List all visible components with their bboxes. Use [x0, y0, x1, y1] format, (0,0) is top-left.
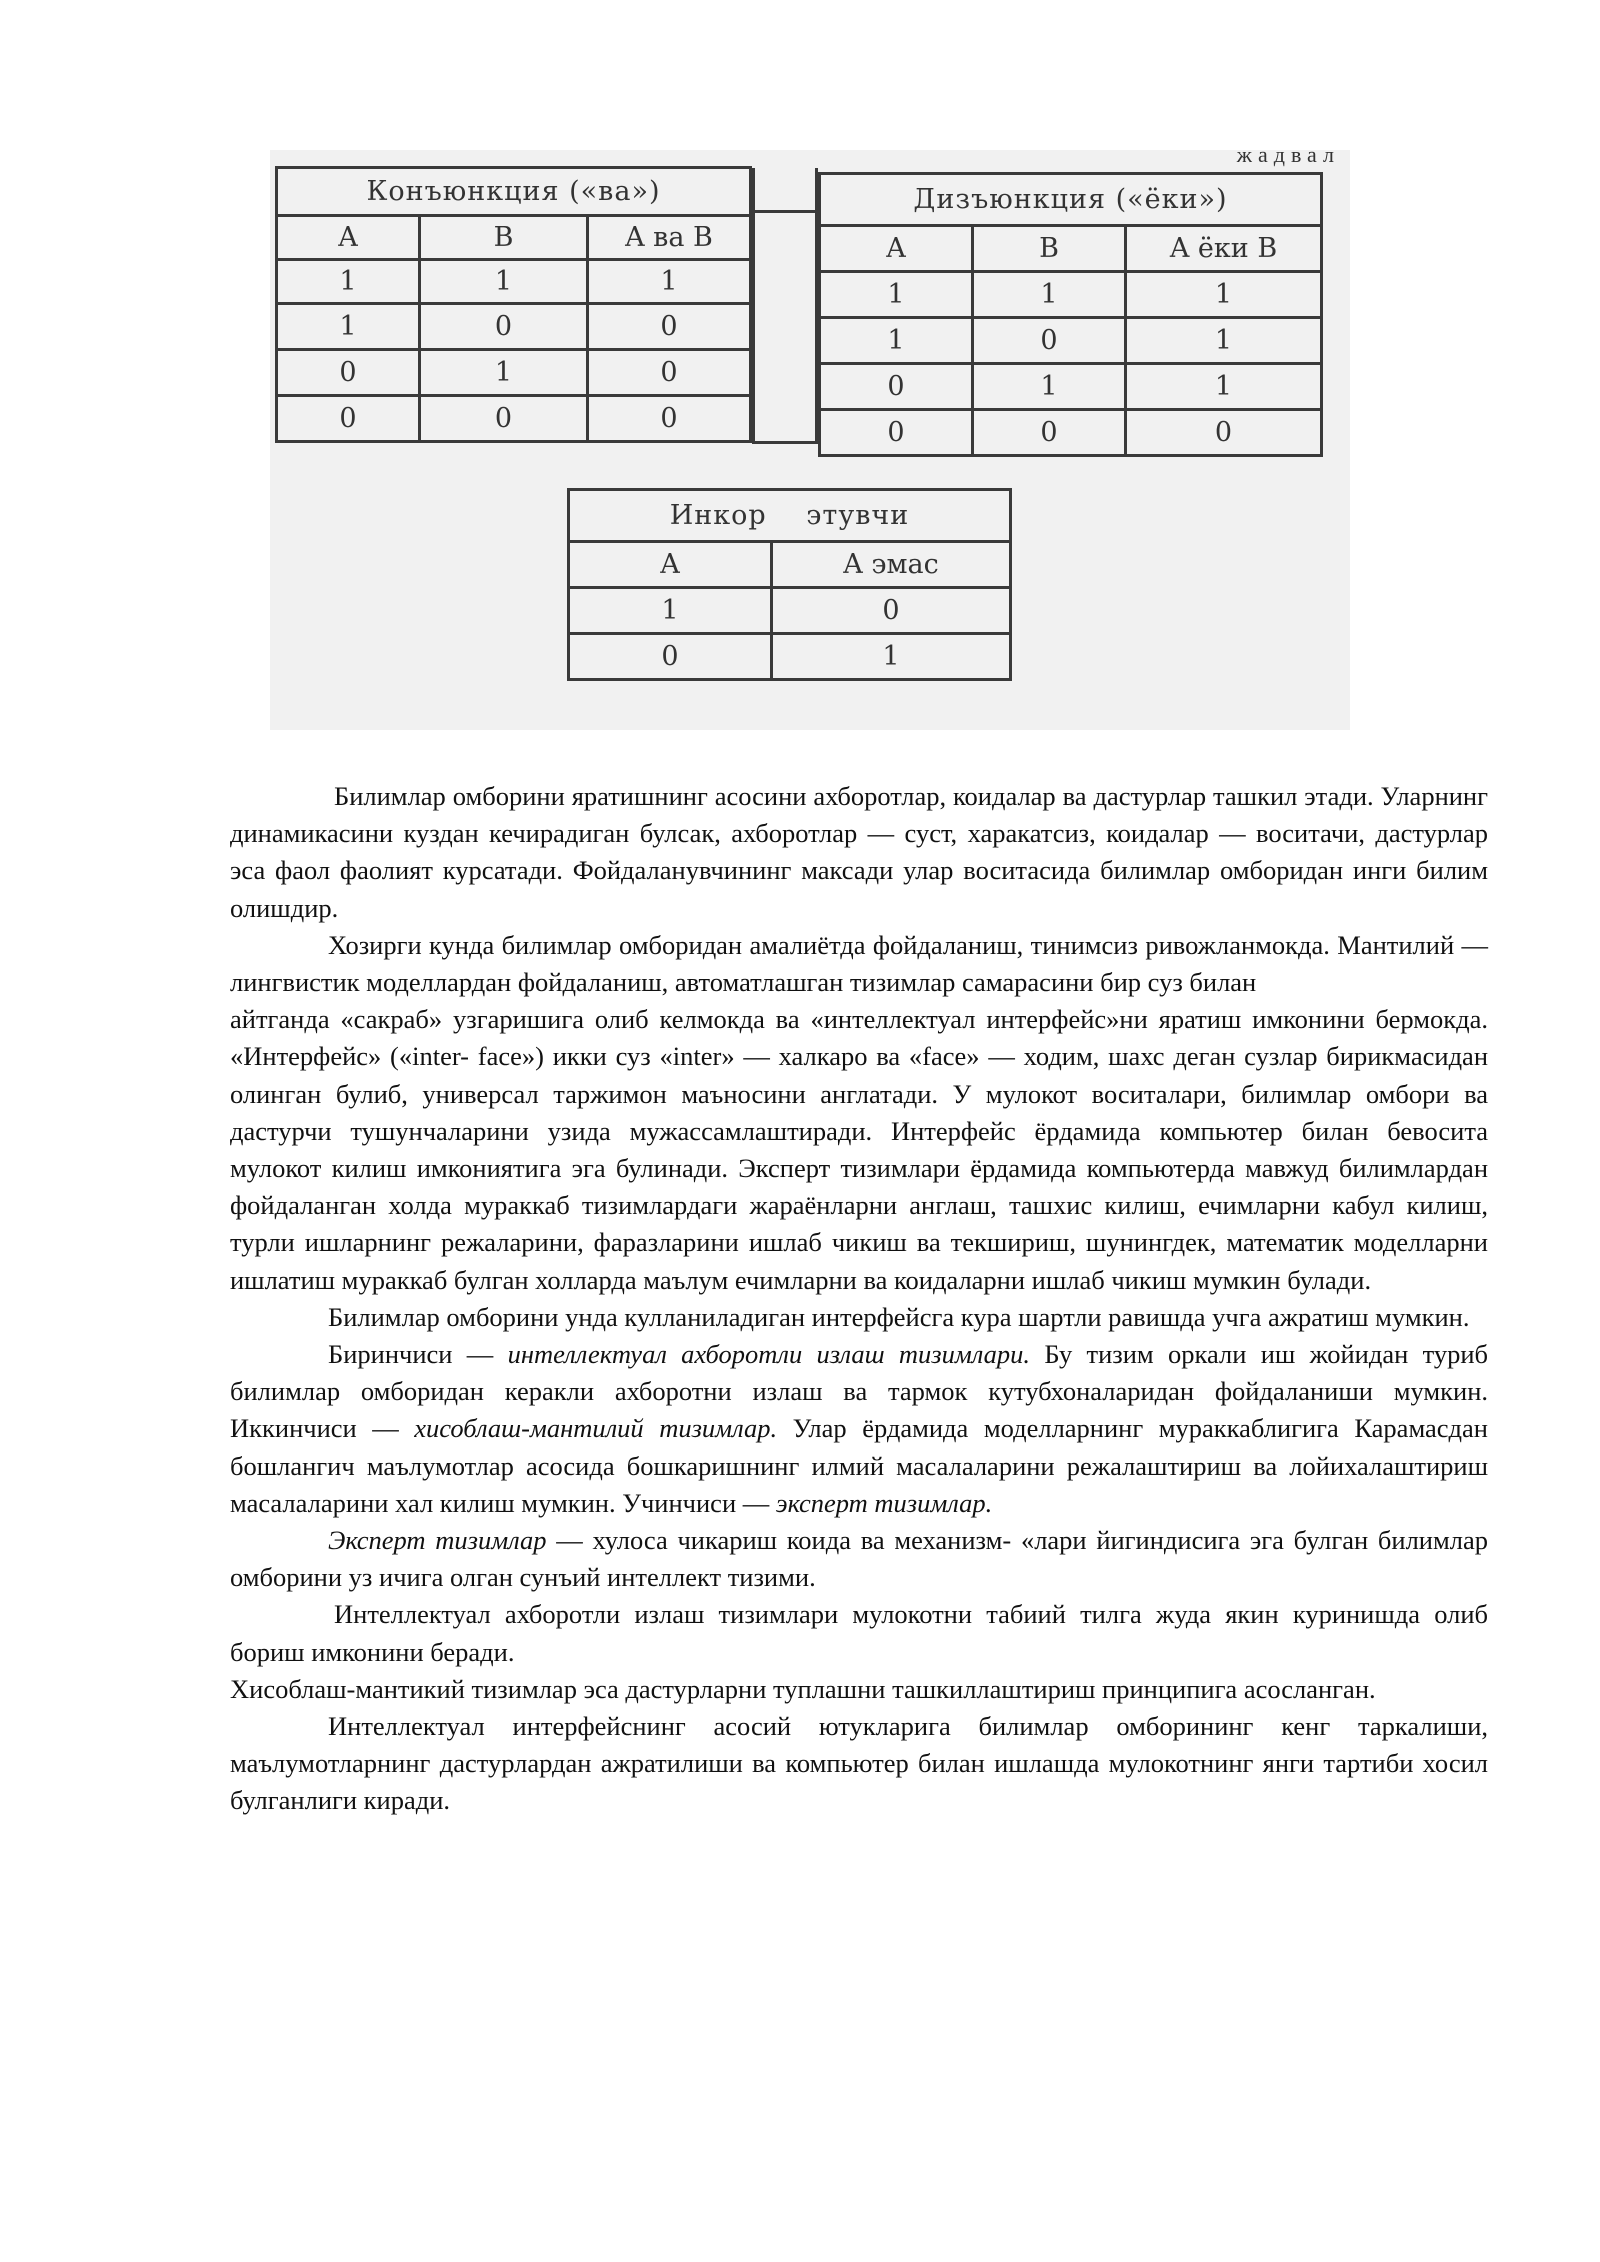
table-cell: 0	[973, 410, 1126, 456]
table-cell: 0	[277, 396, 420, 442]
disjunction-title: Дизъюнкция («ёки»)	[820, 174, 1322, 226]
emphasis-term: хисоблаш-мантилий тизимлар.	[414, 1413, 778, 1444]
table-header: A ёки B	[1126, 226, 1322, 272]
table-cell: 1	[420, 260, 588, 304]
conjunction-title: Конъюнкция («ва»)	[277, 168, 751, 216]
table-header: A	[569, 542, 772, 588]
table-cell: 1	[569, 588, 772, 634]
paragraph	[230, 1522, 1488, 1596]
emphasis-term: Эксперт тизимлар	[328, 1525, 547, 1556]
table-cell: 0	[820, 364, 973, 410]
table-cell: 0	[820, 410, 973, 456]
paragraph: Интеллектуал ахборотли излаш тизимлари мулокотни табиий тилга жуда якин куринишда олиб бориш имконини беради.	[230, 1599, 1488, 1667]
text-run: — хулоса чикариш коида ва механизм- «лари йигиндисига эга булган билимлар омборини уз ичига олган сунъий интеллект тизими.	[230, 1525, 1488, 1593]
table-cell: 1	[820, 272, 973, 318]
text-run: Биринчиси —	[328, 1339, 508, 1370]
paragraph: Интеллектуал интерфейснинг асосий ютукларига билимлар омборининг кенг таркалиши, маълумотларнинг дастурлардан ажратилиши ва компьютер билан ишлашда мулокотнинг янги тартиби хосил булганлиги киради.	[230, 1711, 1488, 1816]
table-header: B	[420, 216, 588, 260]
table-cell: 0	[772, 588, 1011, 634]
table-cell: 1	[973, 272, 1126, 318]
table-cell: 1	[1126, 318, 1322, 364]
table-header: A	[820, 226, 973, 272]
table-cell: 1	[277, 304, 420, 350]
table-cell: 1	[277, 260, 420, 304]
table-cell: 0	[588, 350, 751, 396]
table-cell: 0	[588, 396, 751, 442]
table-cell: 1	[1126, 364, 1322, 410]
table-cell: 1	[1126, 272, 1322, 318]
table-cell: 0	[588, 304, 751, 350]
table-cell: 0	[1126, 410, 1322, 456]
table-cell: 0	[569, 634, 772, 680]
paragraph: Хисоблаш-мантикий тизимлар эса дастурларни туплашни ташкиллаштириш принципига асосланган.	[230, 1673, 1376, 1704]
table-header: A эмас	[772, 542, 1011, 588]
paragraph: Билимлар омборини яратишнинг асосини ахборотлар, коидалар ва дастурлар ташкил этади. Уларнинг динамикасини куздан кечирадиган булсак, ахборотлар — суст, харакатсиз, коидалар — воситачи, дастурлар эса фаол фаолият курсатади. Фойдаланувчининг максади улар воситасида билимлар омборидан инги билим олишдир.	[230, 781, 1488, 923]
paragraph: Билимлар омборини унда кулланиладиган интерфейсга кура шартли равишда учга ажратиш мумкин.	[328, 1301, 1470, 1332]
table-header: A ва B	[588, 216, 751, 260]
disjunction-table	[818, 172, 1323, 457]
table-cell: 1	[772, 634, 1011, 680]
emphasis-term: эксперт тизимлар.	[775, 1487, 993, 1518]
text-run: Бу тизим оркали иш жойидан туриб билимлар омборидан керакли ахборотни излаш ва тармок кутубхоналаридан фойдаланиши мумкин. Иккинчиси —	[230, 1339, 1489, 1444]
paragraph	[230, 1336, 1488, 1522]
conjunction-table	[275, 166, 752, 443]
text-run: Улар ёрдамида моделларнинг мураккаблигига Карамасдан бошлангич маълумотлар асосида бошкаришнинг илмий масалаларини режалаштириш ва лойихалаштириш масалаларини хал килиш мумкин. Учинчиси —	[230, 1413, 1488, 1518]
figure-corner-label: жадвал	[1236, 142, 1340, 167]
emphasis-term: интеллектуал ахборотли излаш тизимлари.	[507, 1339, 1031, 1370]
table-header: A	[277, 216, 420, 260]
paragraph: айтганда «сакраб» узгаришига олиб келмокда ва «интеллектуал интерфейс»ни яратиш имконини бермокда. «Интерфейс» («inter- face») икки суз «inter» — халкаро ва «face» — ходим, шахс деган сузлар бирикмасидан олинган булиб, универсал таржимон маъносини англатади. У мулокот воситалари, билимлар омбори ва дастурчи тушунчаларини узида мужассамлаштиради. Интерфейс ёрдамида компьютер билан бевосита мулокот килиш имкониятига эга булинади. Эксперт тизимлари ёрдамида компьютерда мавжуд билимлардан фойдаланган холда мураккаб тизимлардаги жараёнларни англаш, ташхис килиш, ечимларни кабул килиш, турли ишларнинг режаларини, фаразларини ишлаб чикиш ва текшириш, шунингдек, математик моделларни ишлатиш мураккаб булган холларда маълум ечимларни ва коидаларни ишлаб чикиш мумкин булади.	[230, 1004, 1488, 1295]
table-cell: 1	[820, 318, 973, 364]
table-cell: 0	[420, 396, 588, 442]
table-cell: 1	[420, 350, 588, 396]
table-cell: 0	[973, 318, 1126, 364]
table-cell: 1	[588, 260, 751, 304]
table-cell: 0	[277, 350, 420, 396]
body-text	[230, 778, 1488, 1820]
table-header: B	[973, 226, 1126, 272]
negation-title: Инкор этувчи	[569, 490, 1011, 542]
paragraph: Хозирги кунда билимлар омборидан амалиётда фойдаланиш, тинимсиз ривожланмокда. Мантилий — лингвистик моделлардан фойдаланиш, автоматлашган тизимлар самарасини бир суз билан	[230, 929, 1488, 998]
table-separator	[752, 168, 818, 444]
table-cell: 0	[420, 304, 588, 350]
negation-table	[567, 488, 1012, 681]
table-cell: 1	[973, 364, 1126, 410]
